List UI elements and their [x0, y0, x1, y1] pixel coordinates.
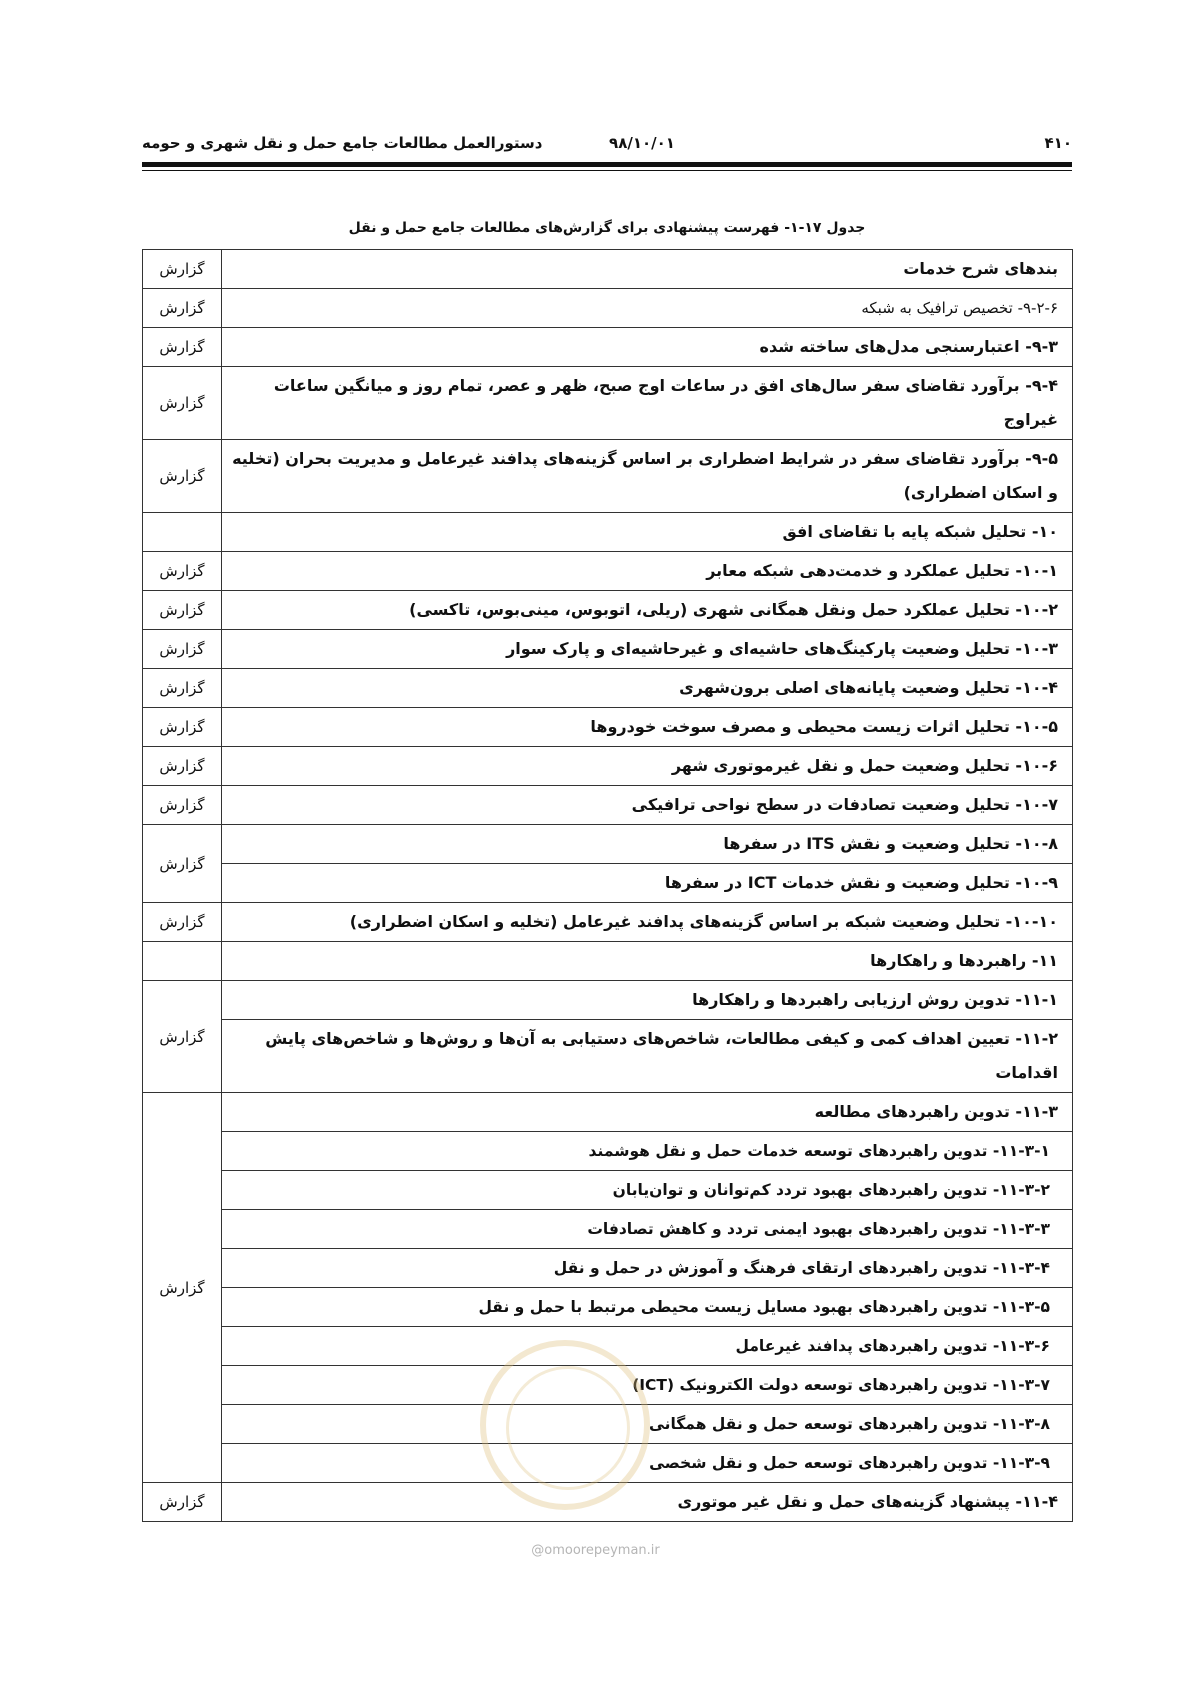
table-row — [143, 367, 1073, 440]
item-cell: ۱۱-۳-۴- تدوین راهبردهای ارتقای فرهنگ و آموزش در حمل و نقل — [222, 1249, 1073, 1288]
item-cell: ۹-۵- برآورد تقاضای سفر در شرایط اضطراری بر اساس گزینه‌های پدافند غیرعامل و مدیریت بحران (تخلیه و اسکان اضطراری) — [222, 440, 1073, 513]
report-cell: گزارش — [143, 591, 222, 630]
item-cell: ۱۰-۱۰- تحلیل وضعیت شبکه بر اساس گزینه‌های پدافند غیرعامل (تخلیه و اسکان اضطراری) — [222, 903, 1073, 942]
item-cell: ۱۰-۴- تحلیل وضعیت پایانه‌های اصلی برون‌شهری — [222, 669, 1073, 708]
table-row — [143, 250, 1073, 289]
item-cell: ۱۰-۷- تحلیل وضعیت تصادفات در سطح نواحی ترافیکی — [222, 786, 1073, 825]
table-row — [143, 747, 1073, 786]
table-row — [143, 552, 1073, 591]
item-cell: ۱۰-۳- تحلیل وضعیت پارکینگ‌های حاشیه‌ای و غیرحاشیه‌ای و پارک سوار — [222, 630, 1073, 669]
table-row — [143, 786, 1073, 825]
header-rule-thin — [142, 170, 1072, 171]
item-cell: ۱۱-۴- پیشنهاد گزینه‌های حمل و نقل غیر موتوری — [222, 1483, 1073, 1522]
report-cell-empty — [143, 942, 222, 981]
item-cell: ۱۱-۱- تدوین روش ارزیابی راهبردها و راهکارها — [222, 981, 1073, 1020]
table-row — [143, 513, 1073, 552]
table-caption: جدول ۱۷-۱- فهرست پیشنهادی برای گزارش‌های مطالعات جامع حمل و نقل — [348, 220, 866, 236]
table-row — [143, 1249, 1073, 1288]
item-cell: ۱۱-۳- تدوین راهبردهای مطالعه — [222, 1093, 1073, 1132]
table-row — [143, 328, 1073, 367]
page-number: ۴۱۰ — [1044, 134, 1072, 152]
table-row — [143, 942, 1073, 981]
table-row — [143, 864, 1073, 903]
item-cell: ۱۰-۸- تحلیل وضعیت و نقش ITS در سفرها — [222, 825, 1073, 864]
table-row — [143, 1093, 1073, 1132]
item-cell: ۱۱-۳-۸- تدوین راهبردهای توسعه حمل و نقل همگانی — [222, 1405, 1073, 1444]
table-row — [143, 1171, 1073, 1210]
item-cell: ۱۰-۲- تحلیل عملکرد حمل ونقل همگانی شهری (ریلی، اتوبوس، مینی‌بوس، تاکسی) — [222, 591, 1073, 630]
report-cell: گزارش — [143, 747, 222, 786]
item-cell: ۱۱-۳-۲- تدوین راهبردهای بهبود تردد کم‌توانان و توان‌یابان — [222, 1171, 1073, 1210]
item-cell: ۱۱-۳-۳- تدوین راهبردهای بهبود ایمنی تردد و کاهش تصادفات — [222, 1210, 1073, 1249]
report-cell: گزارش — [143, 440, 222, 513]
item-cell: بندهای شرح خدمات — [222, 250, 1073, 289]
table-row — [143, 1020, 1073, 1093]
item-cell: ۱۰-۱- تحلیل عملکرد و خدمت‌دهی شبکه معابر — [222, 552, 1073, 591]
report-cell: گزارش — [143, 552, 222, 591]
report-cell: گزارش — [143, 669, 222, 708]
table-row — [143, 1288, 1073, 1327]
table-row — [143, 1210, 1073, 1249]
table-row — [143, 981, 1073, 1020]
item-cell: ۱۱-۳-۱- تدوین راهبردهای توسعه خدمات حمل و نقل هوشمند — [222, 1132, 1073, 1171]
item-cell: ۱۱-۳-۵- تدوین راهبردهای بهبود مسایل زیست محیطی مرتبط با حمل و نقل — [222, 1288, 1073, 1327]
table-row — [143, 1132, 1073, 1171]
report-cell: گزارش — [143, 328, 222, 367]
report-cell-empty — [143, 513, 222, 552]
report-cell: گزارش — [143, 825, 222, 903]
table-row — [143, 630, 1073, 669]
item-cell: ۱۱-۳-۹- تدوین راهبردهای توسعه حمل و نقل شخصی — [222, 1444, 1073, 1483]
item-cell: ۹-۳- اعتبارسنجی مدل‌های ساخته شده — [222, 328, 1073, 367]
report-cell: گزارش — [143, 1483, 222, 1522]
seal-watermark-icon — [480, 1340, 650, 1510]
seal-inner-ring — [506, 1366, 630, 1490]
item-cell: ۹-۴- برآورد تقاضای سفر سال‌های افق در ساعات اوج صبح، ظهر و عصر، تمام روز و میانگین ساعات غیراوج — [222, 367, 1073, 440]
table-row — [143, 903, 1073, 942]
header-date: ۹۸/۱۰/۰۱ — [609, 134, 675, 152]
item-cell: ۹-۲-۶- تخصیص ترافیک به شبکه — [222, 289, 1073, 328]
header-rule-thick — [142, 162, 1072, 167]
table-row — [143, 591, 1073, 630]
item-cell: ۱۰- تحلیل شبکه پایه با تقاضای افق — [222, 513, 1073, 552]
report-cell: گزارش — [143, 786, 222, 825]
report-cell: گزارش — [143, 1093, 222, 1483]
watermark-text: @omoorepeyman.ir — [531, 1543, 660, 1558]
table-row — [143, 440, 1073, 513]
item-cell: ۱۰-۹- تحلیل وضعیت و نقش خدمات ICT در سفرها — [222, 864, 1073, 903]
item-cell: ۱۱- راهبردها و راهکارها — [222, 942, 1073, 981]
report-table — [142, 249, 1073, 1522]
item-cell: ۱۱-۳-۶- تدوین راهبردهای پدافند غیرعامل — [222, 1327, 1073, 1366]
report-cell: گزارش — [143, 630, 222, 669]
report-cell: گزارش — [143, 250, 222, 289]
report-cell: گزارش — [143, 289, 222, 328]
report-cell: گزارش — [143, 708, 222, 747]
page-header — [142, 130, 1072, 158]
table-row — [143, 825, 1073, 864]
item-cell: ۱۱-۳-۷- تدوین راهبردهای توسعه دولت الکترونیک (ICT) — [222, 1366, 1073, 1405]
report-cell: گزارش — [143, 981, 222, 1093]
document-title: دستورالعمل مطالعات جامع حمل و نقل شهری و حومه — [142, 134, 543, 152]
table-row — [143, 289, 1073, 328]
report-cell: گزارش — [143, 903, 222, 942]
item-cell: ۱۰-۵- تحلیل اثرات زیست محیطی و مصرف سوخت خودروها — [222, 708, 1073, 747]
report-cell: گزارش — [143, 367, 222, 440]
item-cell: ۱۱-۲- تعیین اهداف کمی و کیفی مطالعات، شاخص‌های دستیابی به آن‌ها و روش‌ها و شاخص‌های پایش اقدامات — [222, 1020, 1073, 1093]
table-row — [143, 708, 1073, 747]
table-row — [143, 669, 1073, 708]
item-cell: ۱۰-۶- تحلیل وضعیت حمل و نقل غیرموتوری شهر — [222, 747, 1073, 786]
